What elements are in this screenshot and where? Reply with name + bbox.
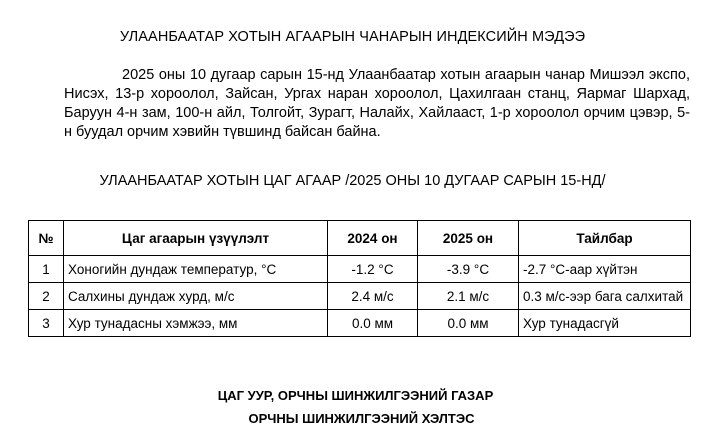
row-note: Хур тунадасгүй xyxy=(519,310,691,337)
row-value-2024: 2.4 м/с xyxy=(328,283,418,310)
footer-agency: ЦАГ УУР, ОРЧНЫ ШИНЖИЛГЭЭНИЙ ГАЗАР xyxy=(217,388,494,403)
table-row xyxy=(29,283,691,310)
row-number: 3 xyxy=(29,310,64,337)
table-header-row xyxy=(29,221,691,256)
weather-table xyxy=(28,220,691,337)
header-2024: 2024 он xyxy=(328,221,418,256)
row-number: 2 xyxy=(29,283,64,310)
intro-paragraph xyxy=(64,66,690,142)
row-value-2025: -3.9 °C xyxy=(418,256,519,283)
header-number: № xyxy=(29,221,64,256)
row-value-2024: 0.0 мм xyxy=(328,310,418,337)
row-indicator: Хур тунадасны хэмжээ, мм xyxy=(64,310,328,337)
row-value-2025: 0.0 мм xyxy=(418,310,519,337)
header-indicator: Цаг агаарын үзүүлэлт xyxy=(64,221,328,256)
row-note: 0.3 м/с-ээр бага салхитай xyxy=(519,283,691,310)
row-number: 1 xyxy=(29,256,64,283)
row-indicator: Хоногийн дундаж температур, °C xyxy=(64,256,328,283)
table-row xyxy=(29,256,691,283)
intro-text: 2025 оны 10 дугаар сарын 15-нд Улаанбаатар хотын агаарын чанар Мишээл экспо, Нисэх, 13-р хороолол, Зайсан, Ургах наран хороолол, Цахилгаан станц, Яармаг Шархад, Баруун 4-н зам, 100-н айл, Толгойт, Зурагт, Налайх, Хайлааст, 1-р хороолол орчим цэвэр, 5-н буудал орчим хэвийн түвшинд байсан байна. xyxy=(64,67,690,140)
document-title: УЛААНБААТАР ХОТЫН АГААРЫН ЧАНАРЫН ИНДЕКСИЙН МЭДЭЭ xyxy=(119,29,586,45)
table-title: УЛААНБААТАР ХОТЫН ЦАГ АГААР /2025 ОНЫ 10 ДУГААР САРЫН 15-НД/ xyxy=(99,173,606,189)
header-note: Тайлбар xyxy=(519,221,691,256)
header-2025: 2025 он xyxy=(418,221,519,256)
footer-department: ОРЧНЫ ШИНЖИЛГЭЭНИЙ ХЭЛТЭС xyxy=(248,411,475,426)
row-indicator: Салхины дундаж хурд, м/с xyxy=(64,283,328,310)
table-row xyxy=(29,310,691,337)
row-note: -2.7 °C-аар хүйтэн xyxy=(519,256,691,283)
row-value-2025: 2.1 м/с xyxy=(418,283,519,310)
row-value-2024: -1.2 °C xyxy=(328,256,418,283)
